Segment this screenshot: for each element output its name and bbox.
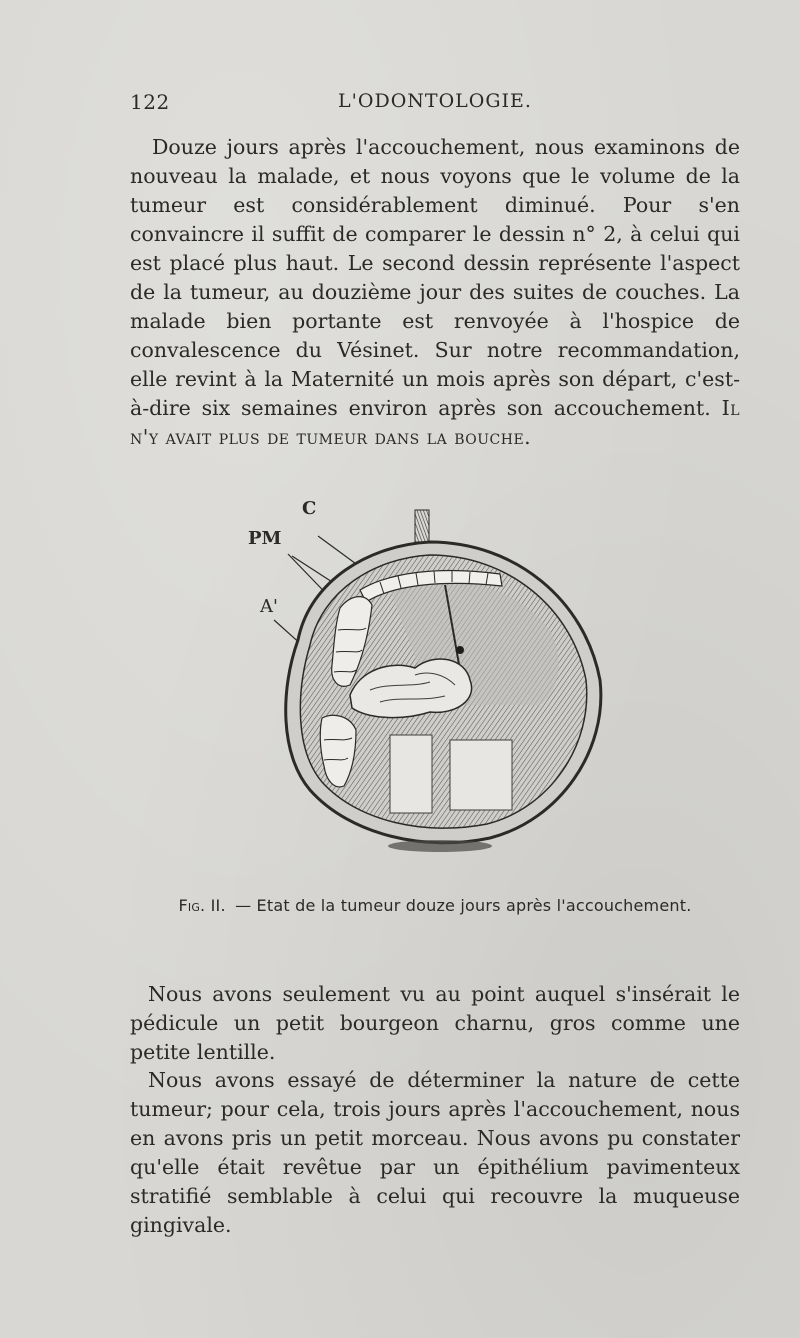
running-title: L'ODONTOLOGIE. — [338, 90, 532, 112]
label-a: A' — [260, 596, 278, 617]
figure-caption-label: Fig. II. — [178, 896, 226, 915]
light-patch-left — [390, 735, 432, 813]
mouth-illustration — [240, 490, 620, 870]
paragraph-1 — [130, 133, 740, 452]
label-pm: PM — [248, 528, 282, 549]
paragraph-1-text: Douze jours après l'accouchement, nous examinons de nouveau la malade, et nous voyons que le volume de la tumeur est considérablement diminué. Pour s'en convaincre il suffit de comparer le dessin n° 2, à celui qui est placé plus haut. Le second dessin représente l'aspect de la tumeur, au douzième jour des suites de couches. La malade bien portante est renvoyée à l'hospice de convalescence du Vésinet. Sur notre recommandation, elle revint à la Maternité un mois après son départ, c'est-à-dire six semaines environ après son accouchement. — [130, 135, 740, 420]
paragraph-2: Nous avons seulement vu au point auquel s'insérait le pédicule un petit bourgeon charnu, gros comme une petite lentille. — [130, 982, 740, 1064]
page-header — [130, 90, 740, 120]
speculum-base-shadow — [388, 840, 492, 852]
light-patch-right — [450, 740, 512, 810]
label-c: C — [302, 498, 317, 519]
palate-dot — [456, 646, 464, 654]
paragraph-3: Nous avons essayé de déterminer la nature de cette tumeur; pour cela, trois jours après l'accouchement, nous en avons pris un petit morceau. Nous avons pu constater qu'elle était revêtue par un épithélium pavimenteux stratifié semblable à celui qui recouvre la muqueuse gingivale. — [130, 1068, 740, 1237]
page-number: 122 — [130, 90, 170, 114]
speculum-handle — [415, 510, 429, 542]
figure-caption-text: — Etat de la tumeur douze jours après l'accouchement. — [235, 896, 692, 915]
figure-caption — [130, 896, 740, 915]
paragraph-1-emphasis: Il n'y avait plus de tumeur dans la bouche. — [130, 396, 740, 449]
